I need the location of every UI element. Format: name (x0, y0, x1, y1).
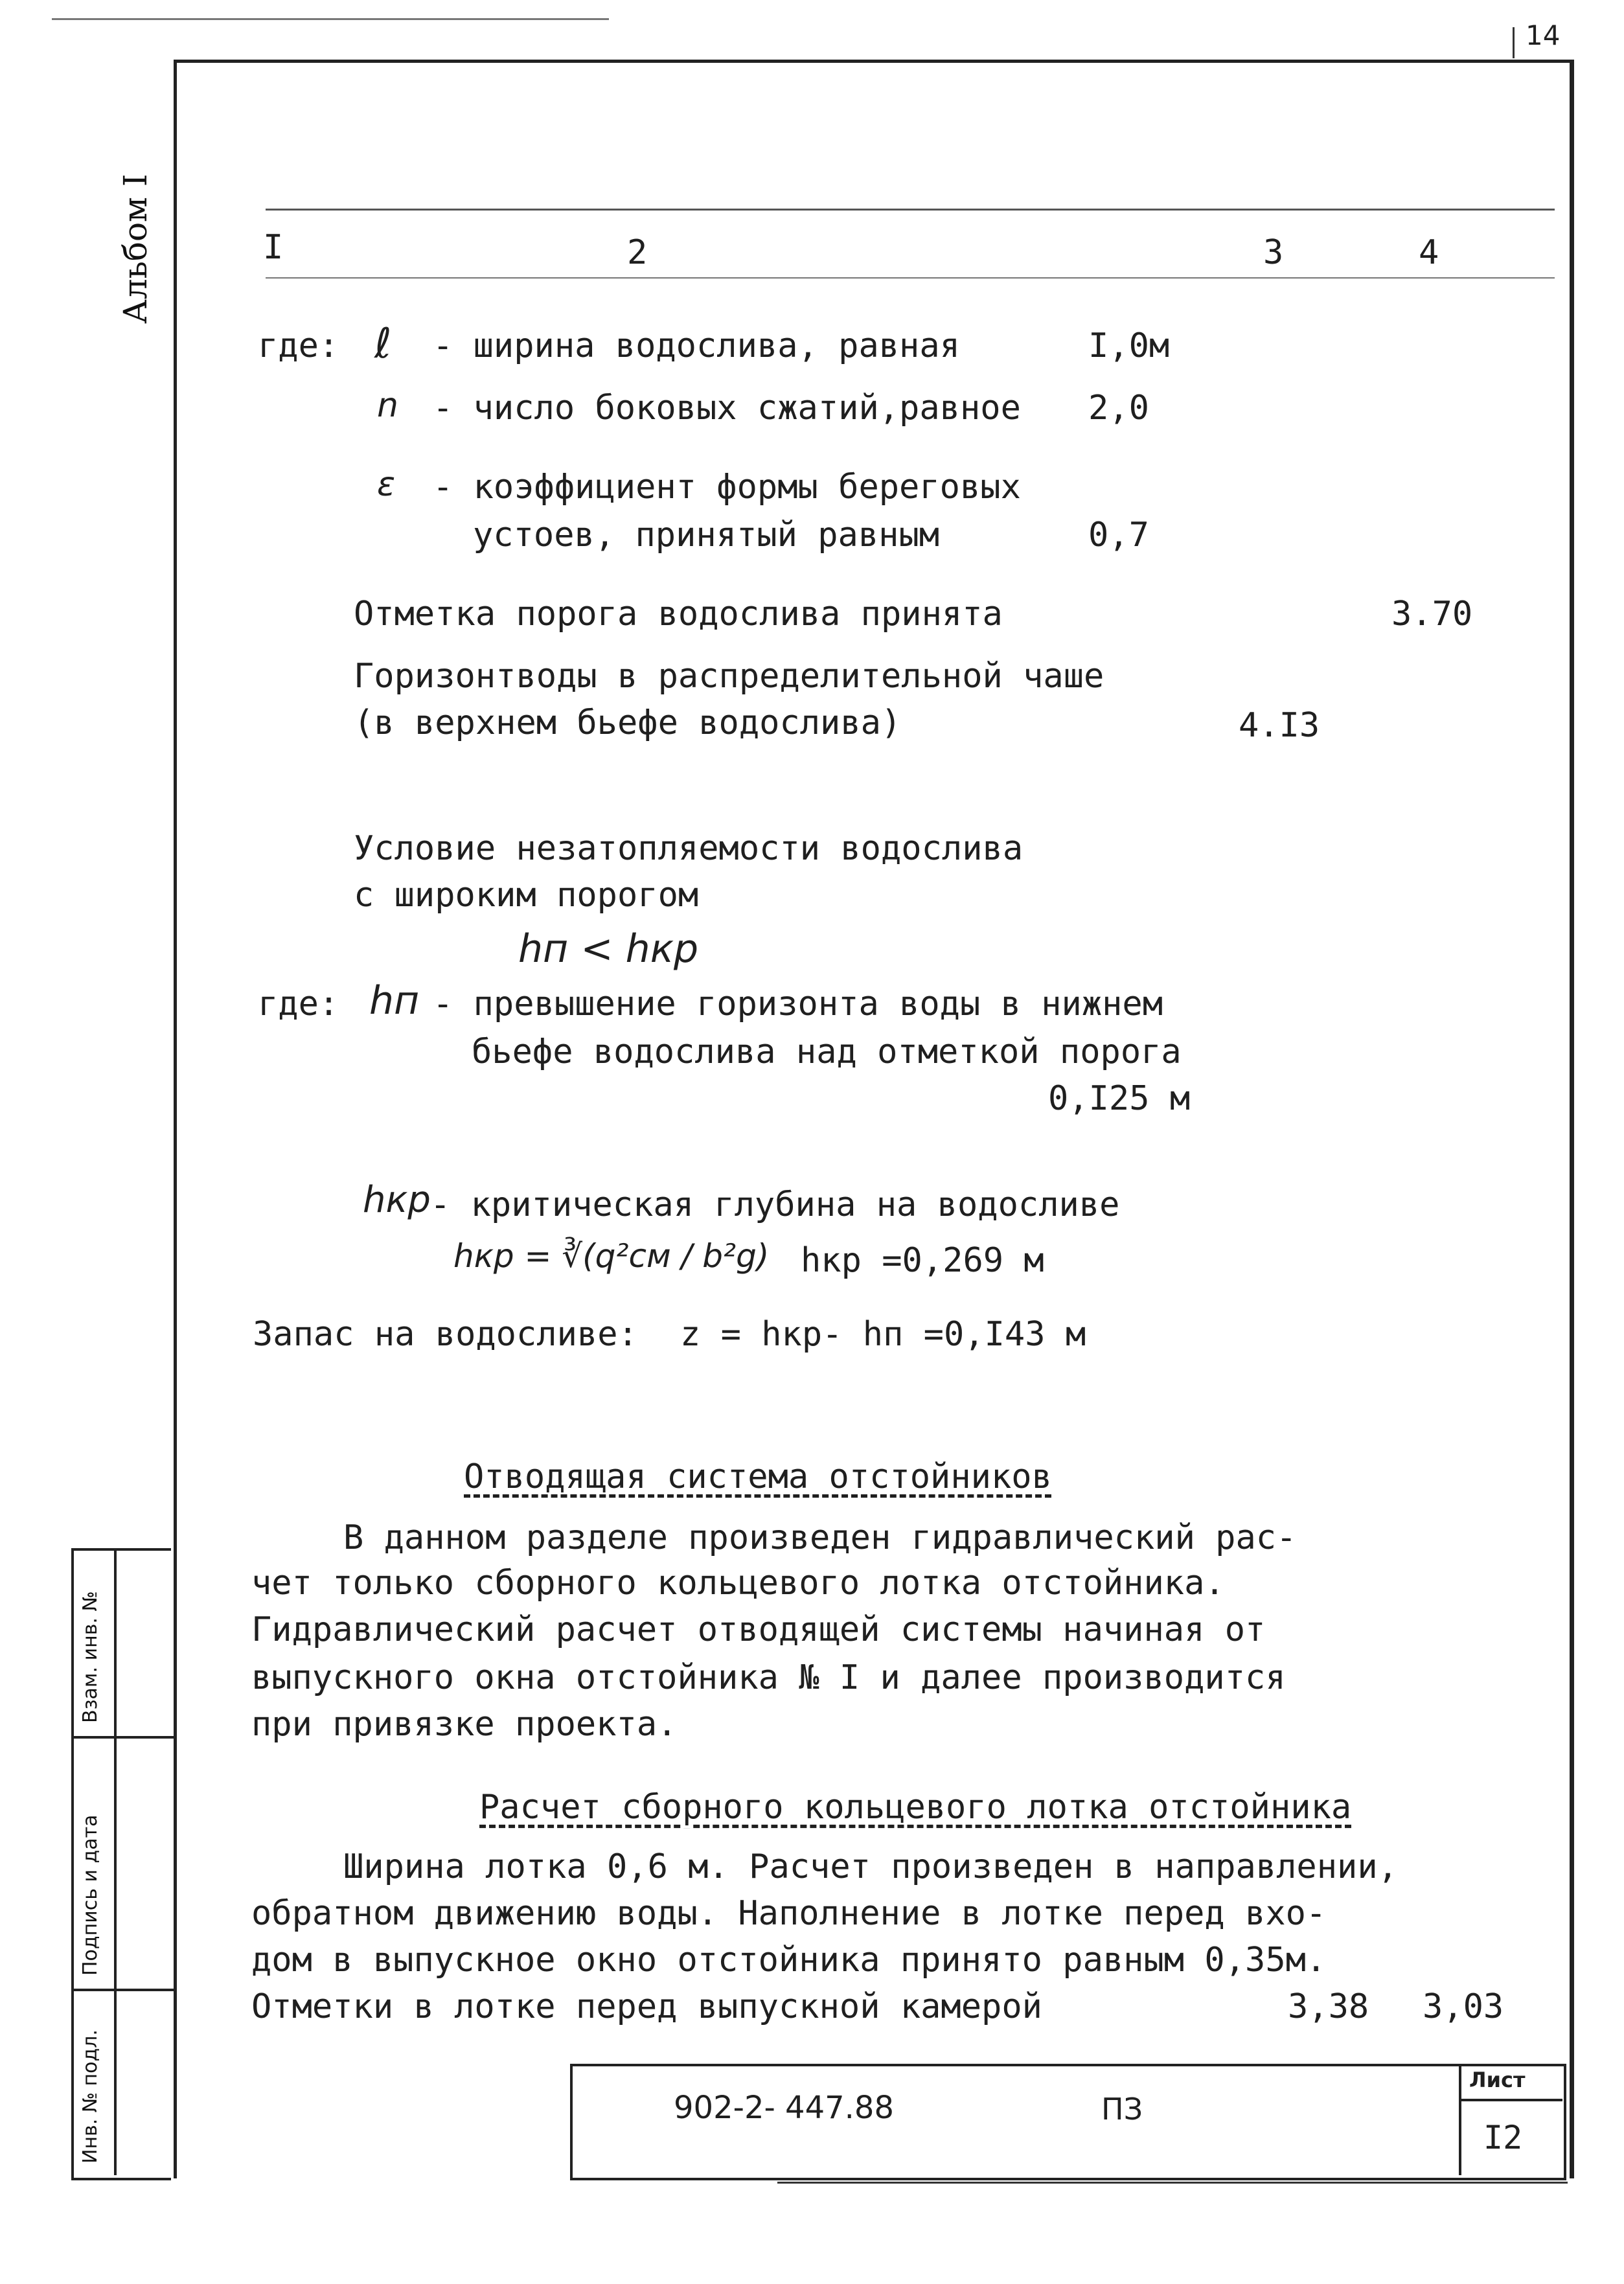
symbol-hkr: hкр (363, 1179, 431, 1221)
section-2-value-4: 3,03 (1423, 1987, 1504, 2026)
shape-coefficient-text-1: - коэффициент формы береговых (433, 468, 1021, 507)
reserve-text: Запас на водосливе: (253, 1315, 638, 1354)
sidebar-signature-date: Подпись и дата (79, 1814, 102, 1976)
threshold-value: 3.70 (1391, 595, 1473, 634)
section-1-line-4: выпускного окна отстойника № I и далее производится (251, 1658, 1286, 1697)
side-contractions-text: - число боковых сжатий,равное (433, 389, 1021, 428)
shape-coefficient-text-2: устоев, принятый равным (473, 516, 940, 554)
document-code: 902-2- 447.88 (674, 2090, 895, 2126)
section-2-line-3: дом в выпускное окно отстойника принято равным 0,35м. (251, 1941, 1327, 1980)
section-1-line-3: Гидравлический расчет отводящей системы начиная от (251, 1610, 1266, 1649)
section-2-line-2: обратном движению воды. Наполнение в лотке перед вхо- (251, 1894, 1327, 1933)
horizon-text-1: Горизонтводы в распределительной чаше (354, 657, 1104, 696)
column-3-header: 3 (1263, 233, 1284, 272)
corner-page-number: 14 (1526, 19, 1561, 51)
section-1-line-5: при привязке проекта. (251, 1705, 678, 1744)
section-2-title: Расчет сборного кольцевого лотка отстойника (479, 1788, 1352, 1827)
hn-value: 0,I25 м (1048, 1079, 1191, 1118)
symbol-b: ℓ (374, 320, 392, 368)
column-4-header: 4 (1419, 233, 1439, 272)
horizon-value: 4.I3 (1239, 706, 1320, 745)
symbol-n: n (377, 386, 398, 425)
shape-coefficient-value: 0,7 (1088, 516, 1149, 554)
section-2-line-1: Ширина лотка 0,6 м. Расчет произведен в направлении, (343, 1847, 1398, 1886)
sidebar-original-inventory: Инв. № подл. (79, 2029, 102, 2164)
condition-formula: hп < hкр (518, 926, 699, 972)
symbol-hn: hп (369, 978, 420, 1023)
hkr-text: - критическая глубина на водосливе (430, 1185, 1120, 1224)
hn-text-2: бьефе водослива над отметкой порога (472, 1033, 1182, 1071)
hkr-value: hкр =0,269 м (801, 1241, 1044, 1280)
side-contractions-value: 2,0 (1088, 389, 1149, 428)
reserve-formula: z = hкр- hп =0,I43 м (680, 1315, 1086, 1354)
album-label: Альбом I (117, 174, 154, 324)
section-1-line-1: В данном разделе произведен гидравлический рас- (343, 1518, 1297, 1557)
sheet-number: I2 (1483, 2119, 1523, 2156)
condition-text-1: Условие незатопляемости водослива (354, 829, 1024, 868)
width-text: - ширина водослива, равная (433, 326, 960, 365)
section-1-title: Отводящая система отстойников (464, 1457, 1052, 1496)
sheet-label: Лист (1469, 2068, 1526, 2092)
column-2-header: 2 (627, 233, 648, 272)
column-1-header: I (263, 228, 284, 267)
symbol-epsilon: ε (377, 465, 396, 504)
width-value: I,0м (1088, 326, 1170, 365)
section-2-value-3: 3,38 (1288, 1987, 1369, 2026)
hkr-formula: hкр = ∛(q²см / b²g) (453, 1237, 770, 1275)
sidebar-replace-inventory: Взам. инв. № (79, 1591, 102, 1723)
threshold-text: Отметка порога водослива принята (354, 595, 1003, 634)
condition-text-2: с широким порогом (354, 876, 699, 915)
section-code: ПЗ (1101, 2092, 1143, 2127)
horizon-text-2: (в верхнем бьефе водослива) (354, 703, 902, 742)
hn-text-1: - превышение горизонта воды в нижнем (433, 985, 1163, 1023)
section-2-line-4: Отметки в лотке перед выпускной камерой (251, 1987, 1042, 2026)
where-label-1: где: (258, 326, 339, 365)
section-1-line-2: чет только сборного кольцевого лотка отстойника. (251, 1564, 1225, 1603)
where-label-2: где: (258, 985, 339, 1023)
